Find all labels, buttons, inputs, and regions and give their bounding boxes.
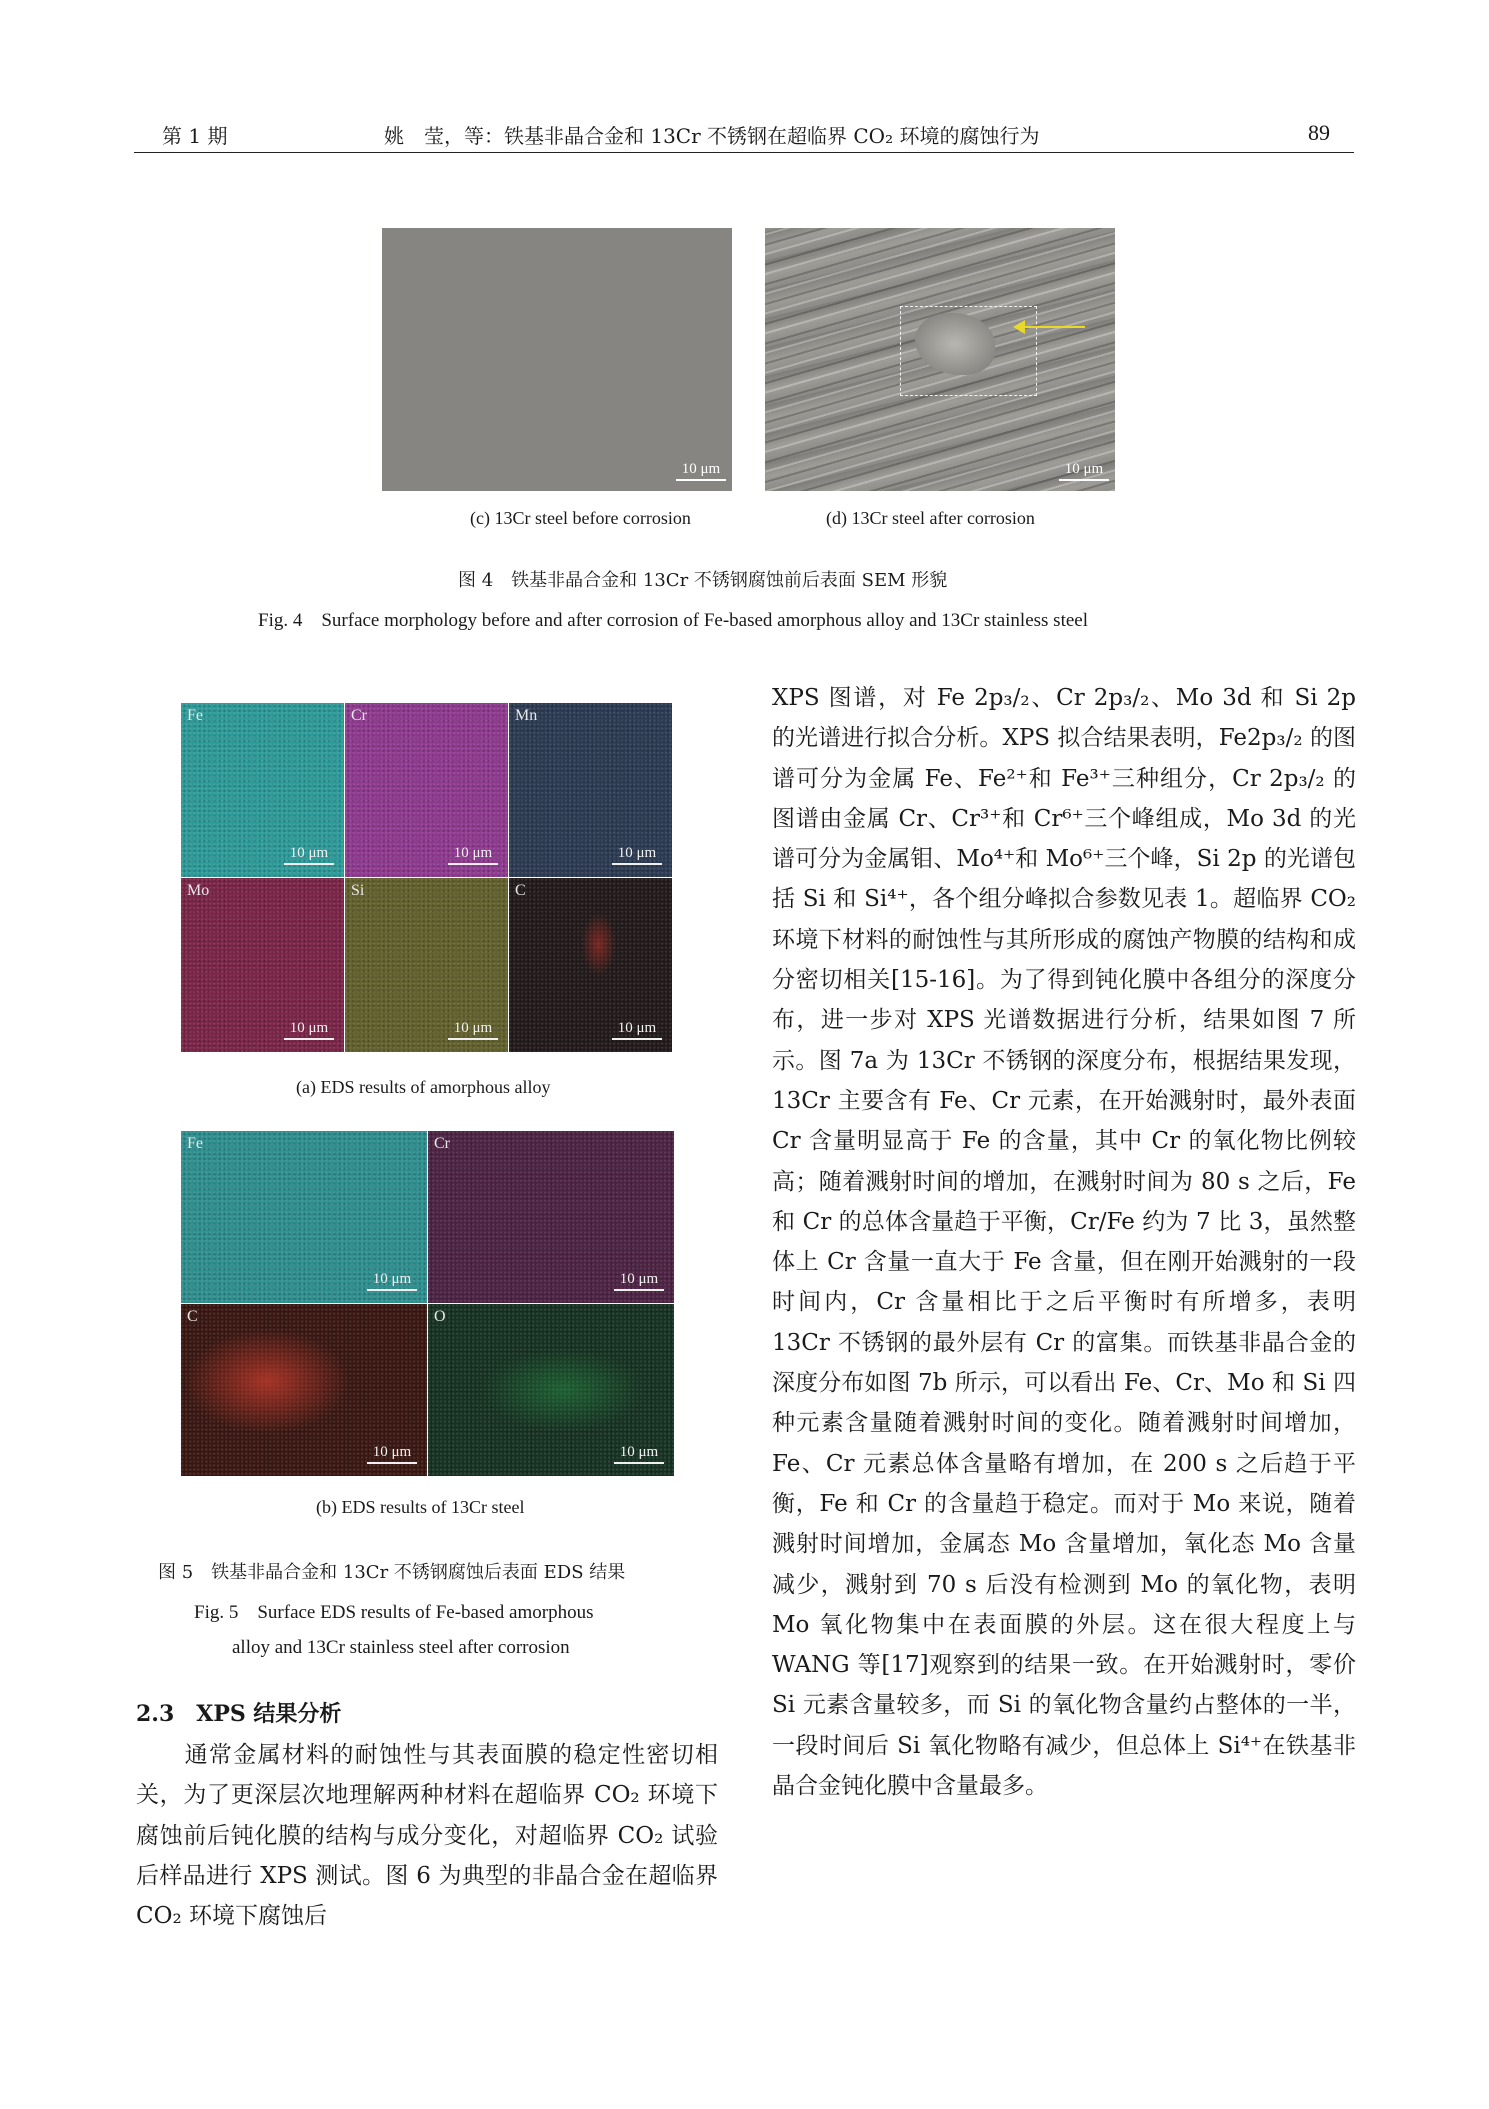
page-number: 89 [1308,120,1330,145]
scale-bar: 10 μm [612,845,662,865]
left-column-text [136,1735,718,1936]
sem-image-13cr-after [765,228,1115,491]
sem-image-13cr-before [382,228,732,491]
element-label: Fe [187,707,203,724]
element-label: Cr [434,1135,450,1152]
eds-map-fe [181,703,344,877]
eds-map-mn [509,703,672,877]
page-header [134,118,1354,153]
fig4-caption-en: Fig. 4 Surface morphology before and after corrosion of Fe-based amorphous alloy and 13Cr stainless steel [258,610,1088,631]
element-label: C [187,1308,198,1325]
fig4-caption-cn: 图 4 铁基非晶合金和 13Cr 不锈钢腐蚀前后表面 SEM 形貌 [458,570,948,591]
eds-map-si [345,878,508,1052]
running-title: 姚 莹，等：铁基非晶合金和 13Cr 不锈钢在超临界 CO₂ 环境的腐蚀行为 [384,124,1040,148]
fig5-caption-en-line1: Fig. 5 Surface EDS results of Fe-based amorphous [194,1602,594,1623]
element-label: O [434,1308,446,1325]
fig5-panel-b-caption: (b) EDS results of 13Cr steel [316,1497,525,1517]
eds-map-fe [181,1131,427,1303]
scale-bar: 10 μm [284,845,334,865]
scale-bar: 10 μm [614,1271,664,1291]
scale-bar: 10 μm [612,1020,662,1040]
eds-map-cr [428,1131,674,1303]
scale-bar: 10 μm [1059,461,1109,481]
paragraph: 通常金属材料的耐蚀性与其表面膜的稳定性密切相关，为了更深层次地理解两种材料在超临界 CO₂ 环境下腐蚀前后钝化膜的结构与成分变化，对超临界 CO₂ 试验后样品进行 XPS 测试。图 6 为典型的非晶合金在超临界 CO₂ 环境下腐蚀后 [136,1742,718,1930]
scale-bar: 10 μm [676,461,726,481]
scale-bar: 10 μm [448,845,498,865]
scale-bar: 10 μm [367,1444,417,1464]
scale-bar: 10 μm [614,1444,664,1464]
eds-map-cr [345,703,508,877]
scale-bar: 10 μm [284,1020,334,1040]
eds-map-c [509,878,672,1052]
paragraph: XPS 图谱，对 Fe 2p₃/₂、Cr 2p₃/₂、Mo 3d 和 Si 2p 的光谱进行拟合分析。XPS 拟合结果表明，Fe2p₃/₂ 的图谱可分为金属 Fe、Fe²⁺和 Fe³⁺三种组分，Cr 2p₃/₂ 的图谱由金属 Cr、Cr³⁺和 Cr⁶⁺三个峰组成，Mo 3d 的光谱可分为金属钼、Mo⁴⁺和 Mo⁶⁺三个峰，Si 2p 的光谱包括 Si 和 Si⁴⁺，各个组分峰拟合参数见表 1。超临界 CO₂ 环境下材料的耐蚀性与其所形成的腐蚀产物膜的结构和成分密切相关[15-16]。为了得到钝化膜中各组分的深度分布，进一步对 XPS 光谱数据进行分析，结果如图 7 所示。图 7a 为 13Cr 不锈钢的深度分布，根据结果发现，13Cr 主要含有 Fe、Cr 元素，在开始溅射时，最外表面 Cr 含量明显高于 Fe 的含量，其中 Cr 的氧化物比例较高；随着溅射时间的增加，在溅射时间为 80 s 之后，Fe 和 Cr 的总体含量趋于平衡，Cr/Fe 约为 7 比 3，虽然整体上 Cr 含量一直大于 Fe 含量，但在刚开始溅射的一段时间内，Cr 含量相比于之后平衡时有所增多，表明 13Cr 不锈钢的最外层有 Cr 的富集。而铁基非晶合金的深度分布如图 7b 所示，可以看出 Fe、Cr、Mo 和 Si 四种元素含量随着溅射时间的变化。随着溅射时间增加，Fe、Cr 元素总体含量略有增加，在 200 s 之后趋于平衡，Fe 和 Cr 的含量趋于稳定。而对于 Mo 来说，随着溅射时间增加，金属态 Mo 含量增加，氧化态 Mo 含量减少，溅射到 70 s 后没有检测到 Mo 的氧化物，表明 Mo 氧化物集中在表面膜的外层。这在很大程度上与 WANG 等[17]观察到的结果一致。在开始溅射时，零价 Si 元素含量较多，而 Si 的氧化物含量约占整体的一半，一段时间后 Si 氧化物略有减少，但总体上 Si⁴⁺在铁基非晶合金钝化膜中含量最多。 [772,685,1356,1800]
element-label: Mo [187,882,210,899]
element-label: Si [351,882,365,899]
element-label: Fe [187,1135,203,1152]
eds-map-mo [181,878,344,1052]
fig5-caption-en-line2: alloy and 13Cr stainless steel after corrosion [232,1637,570,1658]
fig4-panel-d-caption: (d) 13Cr steel after corrosion [826,508,1035,528]
eds-map-o [428,1304,674,1476]
issue-label: 第 1 期 [162,124,228,148]
section-heading: 2.3 XPS 结果分析 [136,1701,342,1727]
scale-bar: 10 μm [448,1020,498,1040]
fig5-caption-cn: 图 5 铁基非晶合金和 13Cr 不锈钢腐蚀后表面 EDS 结果 [158,1562,626,1583]
element-label: Cr [351,707,367,724]
element-label: Mn [515,707,538,724]
right-column-text [772,678,1356,1806]
element-label: C [515,882,526,899]
fig5-panel-a-caption: (a) EDS results of amorphous alloy [296,1077,551,1097]
arrow-icon [1015,326,1085,328]
eds-map-c [181,1304,427,1476]
fig4-panel-c-caption: (c) 13Cr steel before corrosion [470,508,691,528]
scale-bar: 10 μm [367,1271,417,1291]
